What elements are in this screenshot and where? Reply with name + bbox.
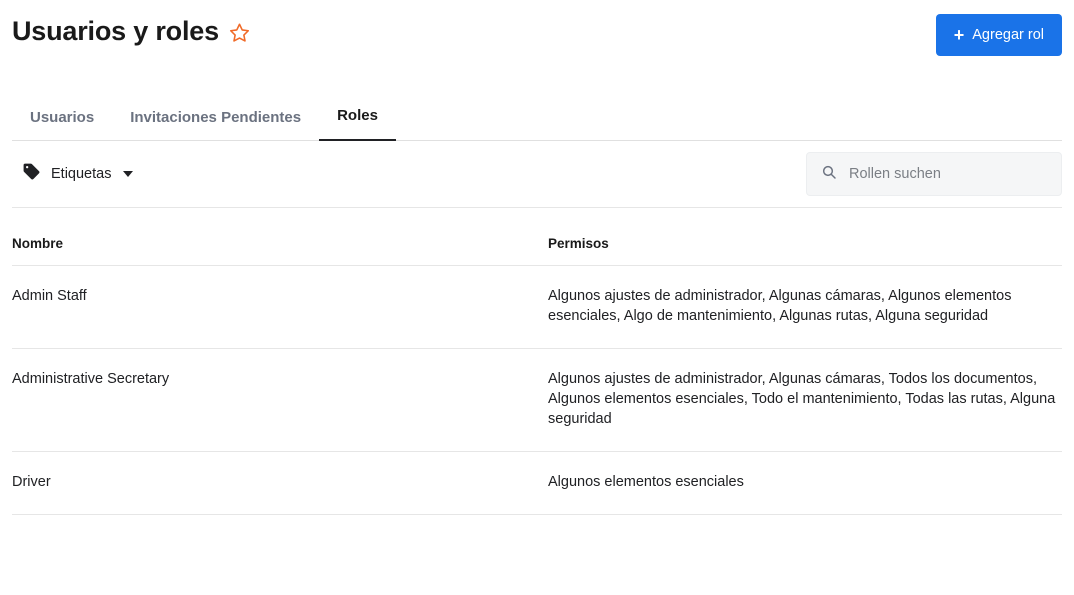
search-box[interactable] bbox=[806, 152, 1062, 196]
roles-table bbox=[12, 208, 1062, 515]
tab-bar bbox=[12, 96, 1062, 141]
table-header-row bbox=[12, 208, 1062, 266]
role-name: Admin Staff bbox=[12, 266, 548, 349]
table-row[interactable] bbox=[12, 452, 1062, 515]
table-row[interactable] bbox=[12, 266, 1062, 349]
role-permissions: Algunos ajustes de administrador, Algunas cámaras, Todos los documentos, Algunos elementos esenciales, Todo el mantenimiento, Todas las rutas, Alguna seguridad bbox=[548, 349, 1062, 452]
tab-roles[interactable]: Roles bbox=[319, 107, 396, 141]
column-header-nombre: Nombre bbox=[12, 208, 548, 266]
tag-icon bbox=[22, 162, 41, 186]
role-permissions: Algunos elementos esenciales bbox=[548, 452, 1062, 515]
tab-usuarios[interactable]: Usuarios bbox=[30, 109, 95, 126]
search-icon bbox=[821, 164, 837, 185]
filter-bar bbox=[12, 141, 1062, 208]
column-header-permisos: Permisos bbox=[548, 208, 1062, 266]
search-input[interactable] bbox=[847, 165, 1047, 183]
chevron-down-icon bbox=[123, 171, 133, 177]
role-name: Driver bbox=[12, 452, 548, 515]
tab-invitaciones-pendientes[interactable]: Invitaciones Pendientes bbox=[130, 109, 302, 126]
page-header bbox=[12, 0, 1062, 56]
plus-icon: + bbox=[953, 25, 965, 45]
add-role-button[interactable] bbox=[936, 14, 1062, 56]
tags-filter-label: Etiquetas bbox=[51, 166, 112, 182]
title-group bbox=[12, 14, 251, 48]
table-row[interactable] bbox=[12, 349, 1062, 452]
star-icon[interactable] bbox=[229, 22, 251, 44]
role-name: Administrative Secretary bbox=[12, 349, 548, 452]
tags-filter-dropdown[interactable] bbox=[12, 162, 133, 186]
page-title: Usuarios y roles bbox=[12, 16, 219, 46]
role-permissions: Algunos ajustes de administrador, Algunas cámaras, Algunos elementos esenciales, Algo de mantenimiento, Algunas rutas, Alguna seguridad bbox=[548, 266, 1062, 349]
add-role-label: Agregar rol bbox=[972, 27, 1044, 43]
